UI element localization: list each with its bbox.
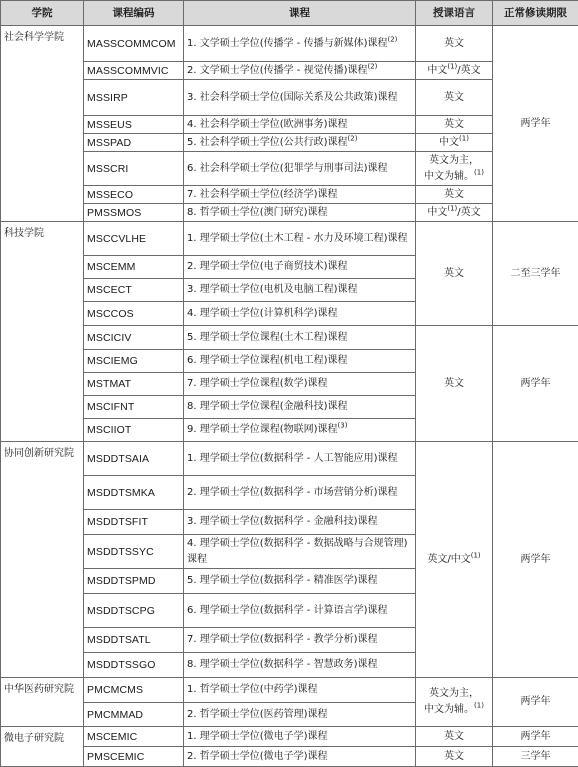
- language-cell: 英文: [416, 222, 493, 326]
- course-cell: 7. 理学硕士学位(数据科学 - 教学分析)课程: [184, 628, 416, 653]
- code-cell: PMCMMAD: [84, 703, 184, 727]
- code-cell: MSCIIOT: [84, 419, 184, 442]
- code-cell: MSDDTSPMD: [84, 569, 184, 594]
- institute-cell: 协同创新研究院: [1, 442, 84, 678]
- code-cell: MSDDTSAIA: [84, 442, 184, 476]
- course-cell: 2. 哲学硕士学位(医药管理)课程: [184, 703, 416, 727]
- code-cell: MSTMAT: [84, 373, 184, 396]
- code-cell: MSSECO: [84, 186, 184, 204]
- footnote-mark: (2): [368, 62, 378, 70]
- footnote-mark: (1): [474, 168, 484, 176]
- footnote-mark: (1): [474, 702, 484, 710]
- table-row: [1, 222, 578, 256]
- table-row: [1, 80, 578, 116]
- footnote-mark: (1): [471, 551, 481, 559]
- code-cell: MSDDTSMKA: [84, 476, 184, 510]
- footnote-mark: (1): [459, 134, 469, 142]
- table-row: [1, 678, 578, 703]
- footnote-mark: (2): [348, 134, 358, 142]
- header-course: 课程: [184, 1, 416, 26]
- course-cell: 1. 哲学硕士学位(中药学)课程: [184, 678, 416, 703]
- code-cell: MSDDTSATL: [84, 628, 184, 653]
- footnote-mark: (1): [447, 204, 457, 212]
- duration-cell: 两学年: [493, 26, 578, 222]
- course-cell: 1. 理学硕士学位(微电子学)课程: [184, 727, 416, 747]
- course-cell: 6. 理学硕士学位(数据科学 - 计算语言学)课程: [184, 594, 416, 628]
- duration-cell: 两学年: [493, 727, 578, 747]
- course-cell: 1. 理学硕士学位(土木工程 - 水力及环境工程)课程: [184, 222, 416, 256]
- institute-cell: 中华医药研究院: [1, 678, 84, 727]
- language-cell: 英文为主， 中文为辅。$^{(1)}$: [416, 152, 493, 186]
- footnote-mark: (2): [388, 35, 398, 43]
- language-cell: 英文: [416, 116, 493, 134]
- duration-cell: 两学年: [493, 442, 578, 678]
- course-cell: 5. 理学硕士学位(数据科学 - 精准医学)课程: [184, 569, 416, 594]
- course-cell: 2. 理学硕士学位(数据科学 - 市场营销分析)课程: [184, 476, 416, 510]
- header-code: 课程编码: [84, 1, 184, 26]
- course-cell: 3. 理学硕士学位(数据科学 - 金融科技)课程: [184, 510, 416, 535]
- course-cell: 3. 理学硕士学位(电机及电脑工程)课程: [184, 279, 416, 302]
- institute-cell: 微电子研究院: [1, 727, 84, 767]
- code-cell: MSSCRI: [84, 152, 184, 186]
- course-cell: 6. 理学硕士学位课程(机电工程)课程: [184, 350, 416, 373]
- course-cell: 2. 理学硕士学位(电子商贸技术)课程: [184, 256, 416, 279]
- table-row: [1, 326, 578, 350]
- table-row: [1, 186, 578, 204]
- header-duration: 正常修读期限: [493, 1, 578, 26]
- header-language: 授课语言: [416, 1, 493, 26]
- code-cell: MSSPAD: [84, 134, 184, 152]
- code-cell: MSCCVLHE: [84, 222, 184, 256]
- language-cell: 中文$^{(1)}$/英文: [416, 62, 493, 80]
- language-cell: 英文: [416, 727, 493, 747]
- language-cell: 英文/中文$^{(1)}$: [416, 442, 493, 678]
- course-cell: 4. 社会科学硕士学位(欧洲事务)课程: [184, 116, 416, 134]
- language-cell: 英文: [416, 326, 493, 442]
- code-cell: MSCIFNT: [84, 396, 184, 419]
- duration-cell: 两学年: [493, 326, 578, 442]
- footnote-mark: (1): [447, 62, 457, 70]
- code-cell: PMSCEMIC: [84, 747, 184, 767]
- language-cell: 英文: [416, 26, 493, 62]
- table-row: [1, 62, 578, 80]
- duration-cell: 两学年: [493, 678, 578, 727]
- course-cell: 9. 理学硕士学位课程(物联网)课程$^{(3)}$: [184, 419, 416, 442]
- code-cell: MSCEMIC: [84, 727, 184, 747]
- code-cell: MSCECT: [84, 279, 184, 302]
- course-cell: 8. 哲学硕士学位(澳门研究)课程: [184, 204, 416, 222]
- code-cell: MSDDTSFIT: [84, 510, 184, 535]
- course-cell: 5. 理学硕士学位课程(土木工程)课程: [184, 326, 416, 350]
- code-cell: MSDDTSSYC: [84, 535, 184, 569]
- code-cell: PMCMCMS: [84, 678, 184, 703]
- course-cell: 7. 理学硕士学位课程(数学)课程: [184, 373, 416, 396]
- code-cell: MASSCOMMCOM: [84, 26, 184, 62]
- duration-cell: 二至三学年: [493, 222, 578, 326]
- code-cell: PMSSMOS: [84, 204, 184, 222]
- code-cell: MSSIRP: [84, 80, 184, 116]
- course-cell: 6. 社会科学硕士学位(犯罪学与刑事司法)课程: [184, 152, 416, 186]
- table-row: [1, 442, 578, 476]
- course-cell: 4. 理学硕士学位(计算机科学)课程: [184, 302, 416, 326]
- language-cell: 英文: [416, 186, 493, 204]
- language-cell: 中文$^{(1)}$: [416, 134, 493, 152]
- language-cell: 英文: [416, 80, 493, 116]
- course-cell: 7. 社会科学硕士学位(经济学)课程: [184, 186, 416, 204]
- header-row: [1, 1, 578, 26]
- code-cell: MASSCOMMVIC: [84, 62, 184, 80]
- duration-cell: 三学年: [493, 747, 578, 767]
- course-cell: 1. 理学硕士学位(数据科学 - 人工智能应用)课程: [184, 442, 416, 476]
- course-cell: 3. 社会科学硕士学位(国际关系及公共政策)课程: [184, 80, 416, 116]
- course-cell: 2. 文学硕士学位(传播学 - 视觉传播)课程$^{(2)}$: [184, 62, 416, 80]
- table-row: [1, 26, 578, 62]
- institute-cell: 社会科学学院: [1, 26, 84, 222]
- course-cell: 8. 理学硕士学位课程(金融科技)课程: [184, 396, 416, 419]
- course-cell: 1. 文学硕士学位(传播学 - 传播与新媒体)课程$^{(2)}$: [184, 26, 416, 62]
- course-cell: 8. 理学硕士学位(数据科学 - 智慧政务)课程: [184, 653, 416, 678]
- course-cell: 4. 理学硕士学位(数据科学 - 数据战略与合规管理)课程: [184, 535, 416, 569]
- table-row: [1, 727, 578, 747]
- course-cell: 2. 哲学硕士学位(微电子学)课程: [184, 747, 416, 767]
- institute-cell: 科技学院: [1, 222, 84, 442]
- code-cell: MSCEMM: [84, 256, 184, 279]
- code-cell: MSDDTSSGO: [84, 653, 184, 678]
- language-cell: 英文: [416, 747, 493, 767]
- header-institute: 学院: [1, 1, 84, 26]
- footnote-mark: (3): [338, 422, 348, 430]
- table-row: [1, 116, 578, 134]
- code-cell: MSCICIV: [84, 326, 184, 350]
- language-cell: 中文$^{(1)}$/英文: [416, 204, 493, 222]
- code-cell: MSSEUS: [84, 116, 184, 134]
- table-row: [1, 152, 578, 186]
- table-row: [1, 134, 578, 152]
- code-cell: MSCCOS: [84, 302, 184, 326]
- table-row: [1, 204, 578, 222]
- code-cell: MSDDTSCPG: [84, 594, 184, 628]
- language-cell: 英文为主， 中文为辅。$^{(1)}$: [416, 678, 493, 727]
- course-cell: 5. 社会科学硕士学位(公共行政)课程$^{(2)}$: [184, 134, 416, 152]
- code-cell: MSCIEMG: [84, 350, 184, 373]
